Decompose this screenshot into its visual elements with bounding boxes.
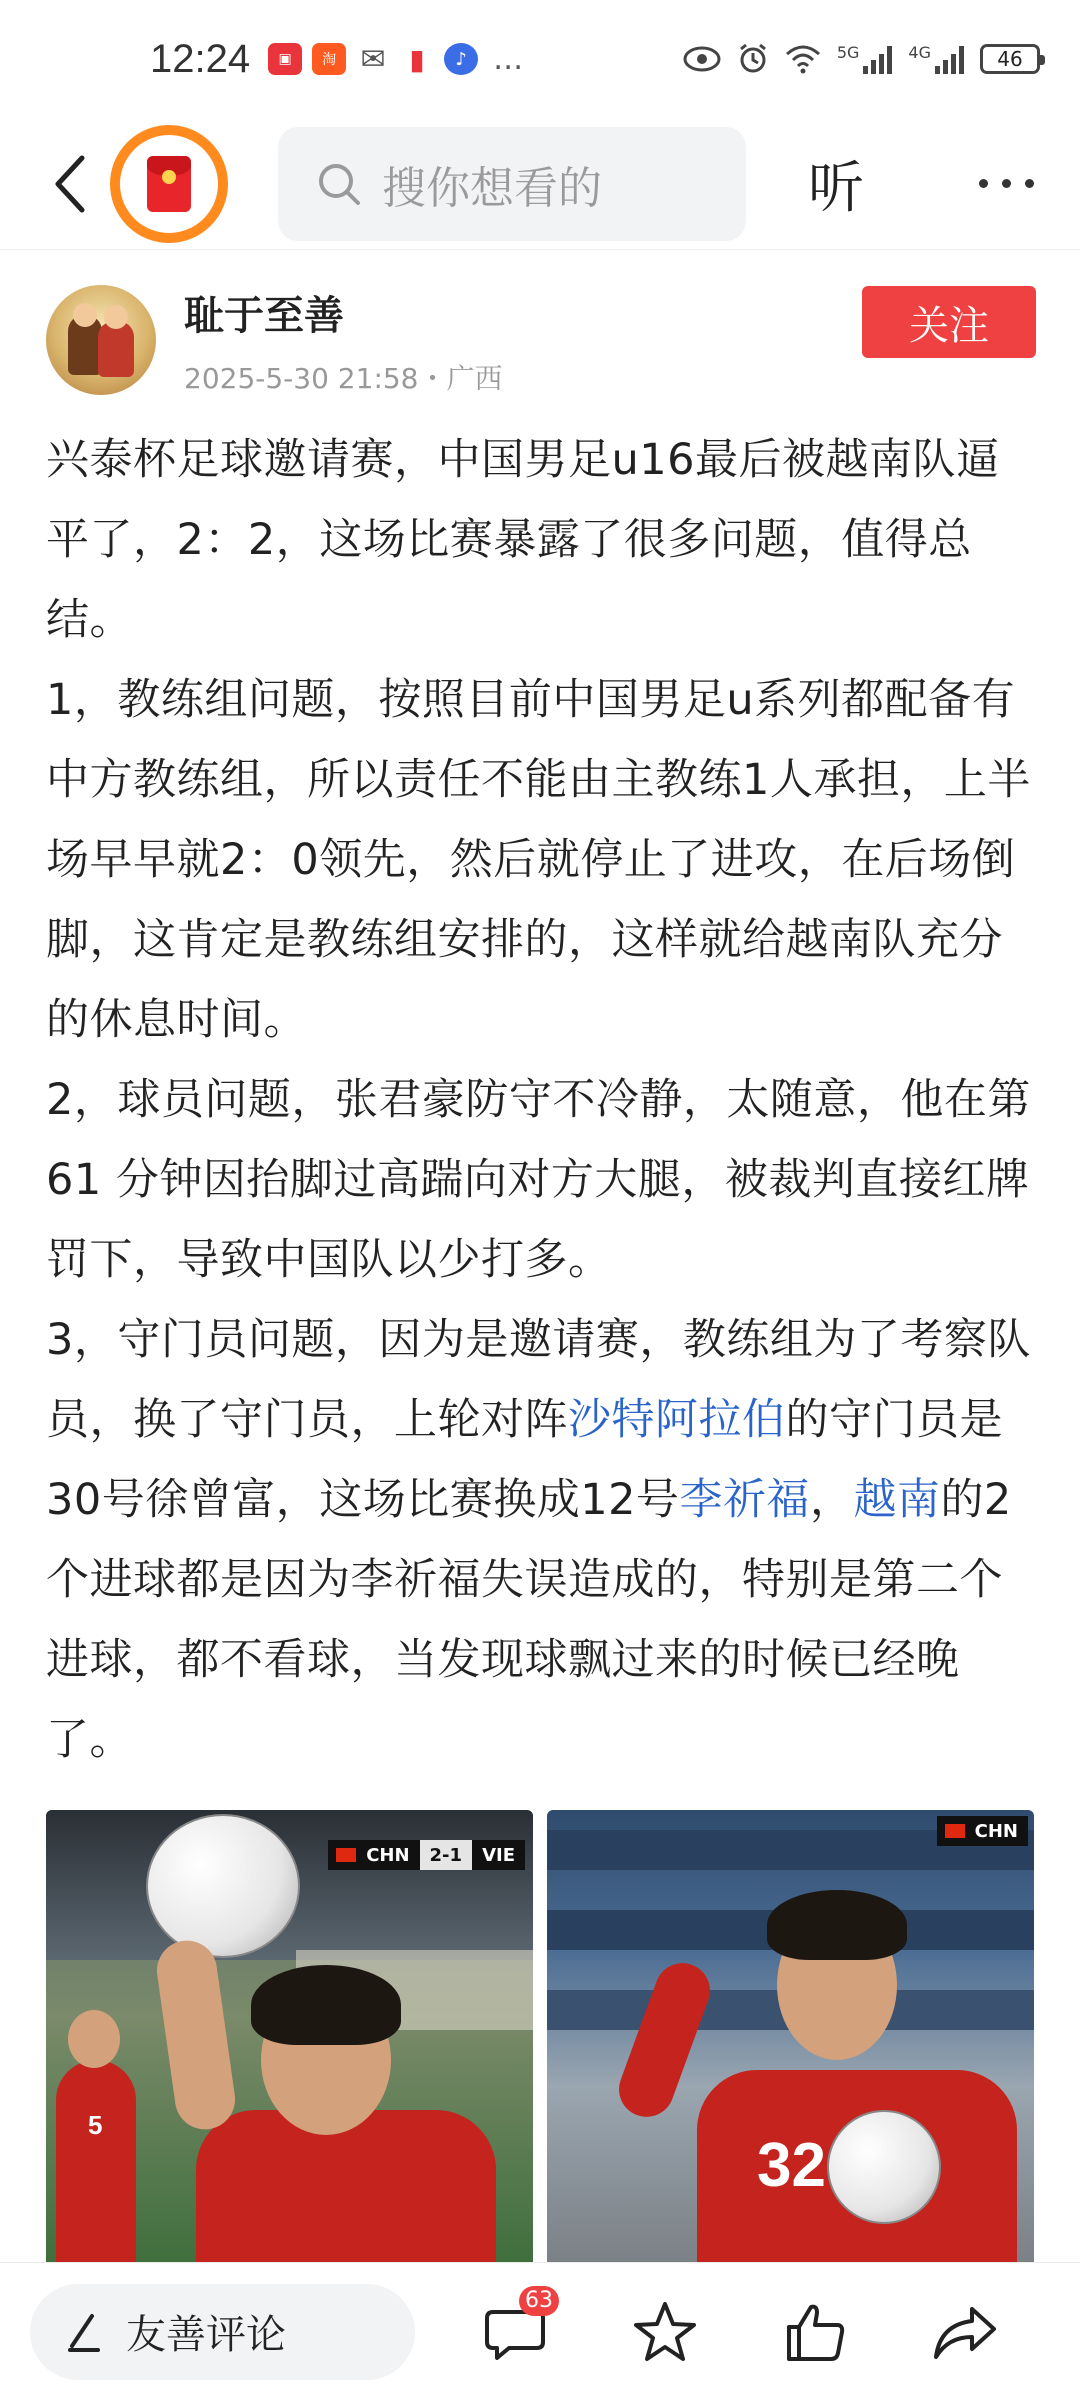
link-li-qifu[interactable]: 李祈福 xyxy=(679,1475,810,1525)
top-nav-bar xyxy=(0,118,1080,250)
team-a-label: CHN xyxy=(366,1844,410,1866)
author-row xyxy=(46,280,1036,400)
like-button[interactable] xyxy=(775,2292,855,2372)
status-time: 12:24 xyxy=(150,36,251,81)
post-meta: 2025-5-30 21:58・广西 xyxy=(184,361,503,395)
search-input[interactable] xyxy=(278,127,746,241)
status-right xyxy=(683,43,1040,75)
comments-button[interactable] xyxy=(475,2288,555,2372)
huawei-app-icon: ▣ xyxy=(268,43,302,75)
comment-count-badge: 63 xyxy=(519,2286,559,2316)
link-saudi-arabia[interactable]: 沙特阿拉伯 xyxy=(568,1395,786,1445)
comment-placeholder: 友善评论 xyxy=(126,2312,286,2358)
player-head xyxy=(68,2010,120,2068)
article-text: 的2个进球都是因为李祈福失误造成的，特别是第二个进球，都不看球，当发现球飘过来的时候已经晚了。 xyxy=(46,1475,1012,1765)
taobao-app-icon: 淘 xyxy=(312,43,346,75)
author-name[interactable]: 耻于至善 xyxy=(184,292,344,339)
chevron-left-icon xyxy=(50,154,90,214)
article-text: 的守门员是30号徐曾富，这场比赛换成12号 xyxy=(46,1395,1003,1525)
player-number: 5 xyxy=(88,2110,103,2140)
favorite-button[interactable] xyxy=(625,2292,705,2372)
avatar-face xyxy=(73,303,97,327)
share-button[interactable] xyxy=(925,2292,1005,2372)
notification-icons xyxy=(268,43,528,75)
more-dot-icon xyxy=(1002,179,1011,188)
player-hair xyxy=(767,1890,907,1960)
listen-button[interactable]: 听 xyxy=(808,155,864,221)
battery-icon xyxy=(980,44,1040,74)
red-packet-button[interactable] xyxy=(110,125,228,243)
article-paragraph xyxy=(46,1300,1036,1780)
more-notifications-icon: … xyxy=(493,41,524,77)
team-a-label: CHN xyxy=(974,1820,1018,1842)
bottom-action-bar xyxy=(0,2262,1080,2400)
team-b-label: VIE xyxy=(482,1844,515,1866)
article-text: 3，守门员问题，因为是邀请赛，教练组为了考察队员，换了守门员，上轮对阵 xyxy=(46,1315,1031,1445)
pen-icon xyxy=(64,2312,104,2352)
football xyxy=(827,2110,941,2224)
match-photo-1[interactable] xyxy=(46,1810,533,2270)
red-packet-icon xyxy=(147,156,191,212)
star-icon xyxy=(632,2300,698,2364)
signal-icon-2 xyxy=(935,44,964,74)
more-dot-icon xyxy=(1025,179,1034,188)
more-dot-icon xyxy=(979,179,988,188)
scoreboard xyxy=(937,1816,1028,1846)
follow-button[interactable]: 关注 xyxy=(862,286,1036,358)
article-paragraph: 兴泰杯足球邀请赛，中国男足u16最后被越南队逼平了，2：2，这场比赛暴露了很多问题，值得总结。 xyxy=(46,435,1000,645)
score-label: 2-1 xyxy=(420,1840,473,1870)
article-body xyxy=(46,420,1036,1780)
more-options-button[interactable] xyxy=(979,179,1034,188)
image-grid xyxy=(46,1810,1034,2270)
eye-icon xyxy=(683,46,721,72)
player-number: 32 xyxy=(757,2131,826,2200)
status-bar xyxy=(0,0,1080,118)
wechat-icon: ✉ xyxy=(360,41,386,77)
link-vietnam[interactable]: 越南 xyxy=(853,1475,941,1525)
avatar-figure xyxy=(98,321,134,377)
comment-input[interactable] xyxy=(30,2284,415,2380)
search-icon xyxy=(316,161,362,207)
wifi-icon xyxy=(785,44,821,74)
music-app-icon: ♪ xyxy=(444,43,478,75)
network-4g-label: 4G xyxy=(908,43,931,62)
network-5g-label: 5G xyxy=(836,43,860,62)
match-photo-2[interactable] xyxy=(547,1810,1034,2270)
article-paragraph: 1，教练组问题，按照目前中国男足u系列都配备有中方教练组，所以责任不能由主教练1人承担，上半场早早就2：0领先，然后就停止了进攻，在后场倒脚，这肯定是教练组安排的，这样就给越南队充分的休息时间。 xyxy=(46,675,1031,1045)
share-arrow-icon xyxy=(932,2303,998,2361)
thumbs-up-icon xyxy=(783,2301,847,2363)
article-text: ， xyxy=(809,1475,854,1525)
china-flag-icon xyxy=(945,1824,965,1838)
player-arm xyxy=(611,1955,717,2124)
foreground-player-jersey xyxy=(196,2110,496,2270)
book-app-icon: ▮ xyxy=(409,42,425,76)
china-flag-icon xyxy=(336,1848,356,1862)
battery-level: 46 xyxy=(997,47,1023,71)
back-button[interactable] xyxy=(30,144,110,224)
article-paragraph: 2，球员问题，张君豪防守不冷静，太随意，他在第 61 分钟因抬脚过高踹向对方大腿，被裁判直接红牌罚下，导致中国队以少打多。 xyxy=(46,1075,1031,1285)
search-placeholder: 搜你想看的 xyxy=(382,162,602,214)
avatar-face xyxy=(104,305,128,329)
avatar[interactable] xyxy=(46,285,156,395)
scoreboard xyxy=(328,1840,525,1870)
signal-icon-1 xyxy=(863,44,892,74)
alarm-icon xyxy=(737,43,769,75)
background-player xyxy=(56,2060,136,2270)
player-arm xyxy=(153,1937,239,2134)
football xyxy=(146,1814,300,1958)
author-info xyxy=(184,284,503,397)
player-hair xyxy=(251,1965,401,2045)
